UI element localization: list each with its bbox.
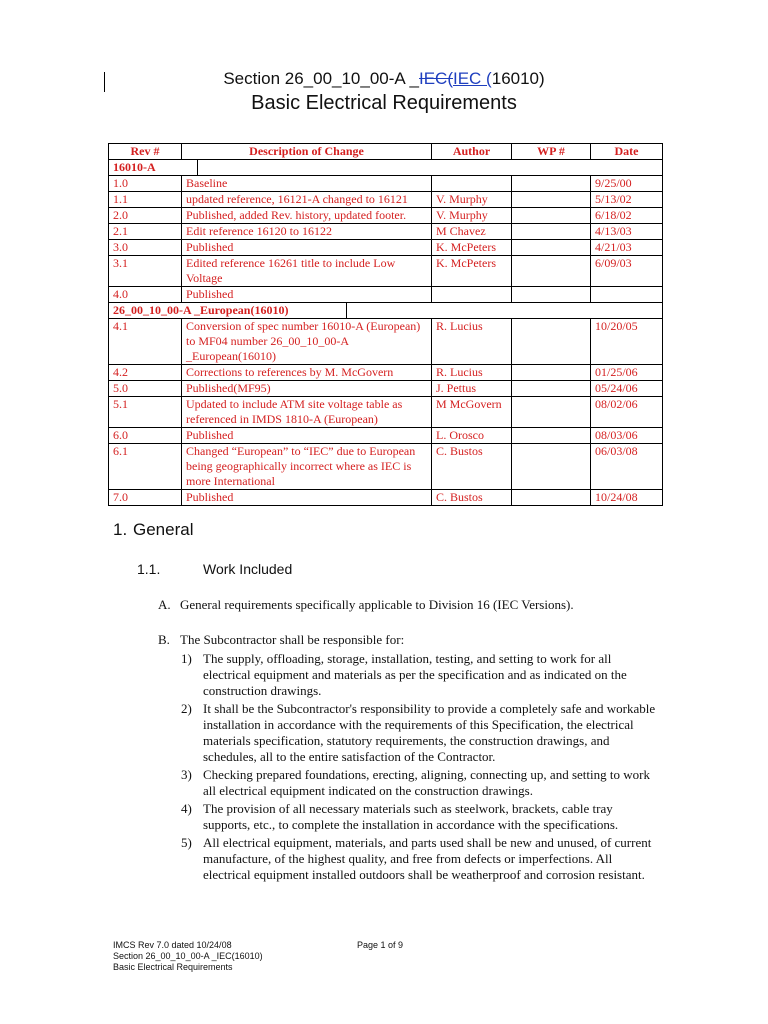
cell-rev: 1.0 bbox=[109, 176, 182, 192]
cell-wp bbox=[512, 397, 591, 428]
footer-line-2: Section 26_00_10_00-A _IEC(16010) bbox=[113, 951, 263, 961]
table-row bbox=[109, 490, 663, 506]
table-row bbox=[109, 176, 663, 192]
cell-wp bbox=[512, 192, 591, 208]
list-item-number: 4) bbox=[181, 801, 192, 816]
cell-desc: Published bbox=[182, 490, 432, 506]
cell-rev: 1.1 bbox=[109, 192, 182, 208]
table-section-row bbox=[109, 303, 663, 319]
cell-rev: 2.0 bbox=[109, 208, 182, 224]
title-prefix: Section 26_00_10_00-A _ bbox=[223, 69, 419, 88]
revision-history-table bbox=[108, 143, 663, 506]
item-b-text: The Subcontractor shall be responsible for: bbox=[180, 632, 405, 647]
title-suffix: 16010) bbox=[491, 69, 545, 88]
cell-author: K. McPeters bbox=[432, 256, 512, 287]
table-row bbox=[109, 208, 663, 224]
section-label: 26_00_10_00-A _European(16010) bbox=[109, 303, 347, 318]
cell-date: 10/20/05 bbox=[591, 319, 663, 365]
cell-rev: 2.1 bbox=[109, 224, 182, 240]
cell-desc: Changed “European” to “IEC” due to European being geographically incorrect where as IEC is more International bbox=[182, 444, 432, 490]
cell-rev: 3.1 bbox=[109, 256, 182, 287]
page-number: Page 1 of 9 bbox=[357, 940, 404, 950]
cell-author bbox=[432, 176, 512, 192]
cell-desc: Published, added Rev. history, updated footer. bbox=[182, 208, 432, 224]
list-item bbox=[181, 701, 661, 765]
cell-wp bbox=[512, 444, 591, 490]
cell-author: C. Bustos bbox=[432, 490, 512, 506]
cell-wp bbox=[512, 319, 591, 365]
cell-wp bbox=[512, 176, 591, 192]
cell-rev: 4.1 bbox=[109, 319, 182, 365]
title-inserted-text: IEC ( bbox=[453, 69, 492, 88]
list-item-text: The supply, offloading, storage, installation, testing, and setting to work for all electrical equipment and materials as per the specification and as indicated on the construction drawings. bbox=[203, 651, 627, 698]
cell-author bbox=[432, 287, 512, 303]
list-item-text: Checking prepared foundations, erecting, aligning, connecting up, and setting to work all electrical equipment indicated on the construction drawings. bbox=[203, 767, 650, 798]
cell-date: 4/13/03 bbox=[591, 224, 663, 240]
cell-desc: Published(MF95) bbox=[182, 381, 432, 397]
cell-wp bbox=[512, 381, 591, 397]
title-deleted-text: IEC( bbox=[419, 69, 453, 88]
list-item bbox=[181, 835, 661, 883]
item-b bbox=[158, 632, 404, 648]
cell-author: J. Pettus bbox=[432, 381, 512, 397]
cell-desc: Updated to include ATM site voltage table as referenced in IMDS 1810-A (European) bbox=[182, 397, 432, 428]
responsibility-list bbox=[181, 651, 661, 885]
cell-rev: 6.1 bbox=[109, 444, 182, 490]
list-item-text: All electrical equipment, materials, and parts used shall be new and unused, of current manufacture, of the highest quality, and free from defects or imperfections. All electrical equipment installed outdoors shall be weatherproof and corrosion resistant. bbox=[203, 835, 652, 882]
cell-wp bbox=[512, 287, 591, 303]
list-item bbox=[181, 801, 661, 833]
cell-rev: 3.0 bbox=[109, 240, 182, 256]
col-wp: WP # bbox=[512, 144, 591, 160]
work-included-text: Work Included bbox=[203, 561, 293, 577]
cell-date: 08/03/06 bbox=[591, 428, 663, 444]
section-cell bbox=[109, 303, 663, 319]
list-item-number: 3) bbox=[181, 767, 192, 782]
footer-line-3: Basic Electrical Requirements bbox=[113, 962, 233, 972]
cell-wp bbox=[512, 428, 591, 444]
item-b-label: B. bbox=[158, 632, 170, 647]
col-rev: Rev # bbox=[109, 144, 182, 160]
cell-author: L. Orosco bbox=[432, 428, 512, 444]
cell-date: 9/25/00 bbox=[591, 176, 663, 192]
item-a-text: General requirements specifically applicable to Division 16 (IEC Versions). bbox=[180, 597, 574, 612]
list-item-number: 1) bbox=[181, 651, 192, 666]
cell-wp bbox=[512, 365, 591, 381]
cell-date: 05/24/06 bbox=[591, 381, 663, 397]
table-row bbox=[109, 428, 663, 444]
cell-desc: Corrections to references by M. McGovern bbox=[182, 365, 432, 381]
table-row bbox=[109, 397, 663, 428]
cell-rev: 6.0 bbox=[109, 428, 182, 444]
cell-desc: Baseline bbox=[182, 176, 432, 192]
cell-wp bbox=[512, 256, 591, 287]
cell-author: V. Murphy bbox=[432, 208, 512, 224]
cell-desc: Edit reference 16120 to 16122 bbox=[182, 224, 432, 240]
cell-author: M Chavez bbox=[432, 224, 512, 240]
cell-desc: Edited reference 16261 title to include Low Voltage bbox=[182, 256, 432, 287]
section-label: 16010-A bbox=[109, 160, 198, 175]
cell-date: 10/24/08 bbox=[591, 490, 663, 506]
general-number: 1. bbox=[113, 520, 128, 539]
cell-rev: 4.0 bbox=[109, 287, 182, 303]
cell-wp bbox=[512, 240, 591, 256]
footer-line-1: IMCS Rev 7.0 dated 10/24/08 bbox=[113, 940, 232, 950]
cell-author: R. Lucius bbox=[432, 365, 512, 381]
section-title bbox=[0, 69, 768, 89]
cell-rev: 4.2 bbox=[109, 365, 182, 381]
table-row bbox=[109, 192, 663, 208]
cell-wp bbox=[512, 490, 591, 506]
cell-date: 5/13/02 bbox=[591, 192, 663, 208]
cell-date: 4/21/03 bbox=[591, 240, 663, 256]
general-heading bbox=[113, 520, 193, 540]
cell-desc: Published bbox=[182, 240, 432, 256]
col-date: Date bbox=[591, 144, 663, 160]
cell-desc: Conversion of spec number 16010-A (European) to MF04 number 26_00_10_00-A _European(16010) bbox=[182, 319, 432, 365]
table-row bbox=[109, 381, 663, 397]
table-row bbox=[109, 444, 663, 490]
table-header-row bbox=[109, 144, 663, 160]
list-item-number: 5) bbox=[181, 835, 192, 850]
col-description: Description of Change bbox=[182, 144, 432, 160]
cell-author: R. Lucius bbox=[432, 319, 512, 365]
table-row bbox=[109, 287, 663, 303]
cell-date bbox=[591, 287, 663, 303]
cell-author: C. Bustos bbox=[432, 444, 512, 490]
document-subtitle: Basic Electrical Requirements bbox=[251, 92, 517, 114]
cell-date: 6/09/03 bbox=[591, 256, 663, 287]
general-heading-text: General bbox=[133, 520, 194, 539]
cell-rev: 5.1 bbox=[109, 397, 182, 428]
cell-date: 01/25/06 bbox=[591, 365, 663, 381]
work-included-heading bbox=[137, 561, 292, 577]
list-item-number: 2) bbox=[181, 701, 192, 716]
table-row bbox=[109, 240, 663, 256]
cell-date: 08/02/06 bbox=[591, 397, 663, 428]
footer-info bbox=[113, 940, 263, 973]
cell-desc: updated reference, 16121-A changed to 16121 bbox=[182, 192, 432, 208]
table-row bbox=[109, 224, 663, 240]
col-author: Author bbox=[432, 144, 512, 160]
table-section-row bbox=[109, 160, 663, 176]
cell-date: 6/18/02 bbox=[591, 208, 663, 224]
list-item bbox=[181, 767, 661, 799]
table-row bbox=[109, 365, 663, 381]
item-a bbox=[158, 597, 574, 613]
table-row bbox=[109, 319, 663, 365]
cell-date: 06/03/08 bbox=[591, 444, 663, 490]
cell-author: M McGovern bbox=[432, 397, 512, 428]
list-item-text: It shall be the Subcontractor's responsibility to provide a completely safe and workable installation in accordance with the requirements of this Specification, the electrical materials specification, statutory requirements, the construction drawings, and schedules, all to the entire satisfaction of the Contractor. bbox=[203, 701, 656, 764]
list-item bbox=[181, 651, 661, 699]
cell-author: K. McPeters bbox=[432, 240, 512, 256]
item-a-label: A. bbox=[158, 597, 171, 612]
cell-wp bbox=[512, 208, 591, 224]
cell-rev: 5.0 bbox=[109, 381, 182, 397]
cell-author: V. Murphy bbox=[432, 192, 512, 208]
work-included-number: 1.1. bbox=[137, 561, 161, 577]
table-row bbox=[109, 256, 663, 287]
section-cell bbox=[109, 160, 663, 176]
list-item-text: The provision of all necessary materials such as steelwork, brackets, cable tray supports, etc., to complete the installation in accordance with the specifications. bbox=[203, 801, 619, 832]
cell-desc: Published bbox=[182, 428, 432, 444]
cell-rev: 7.0 bbox=[109, 490, 182, 506]
cell-desc: Published bbox=[182, 287, 432, 303]
cell-wp bbox=[512, 224, 591, 240]
